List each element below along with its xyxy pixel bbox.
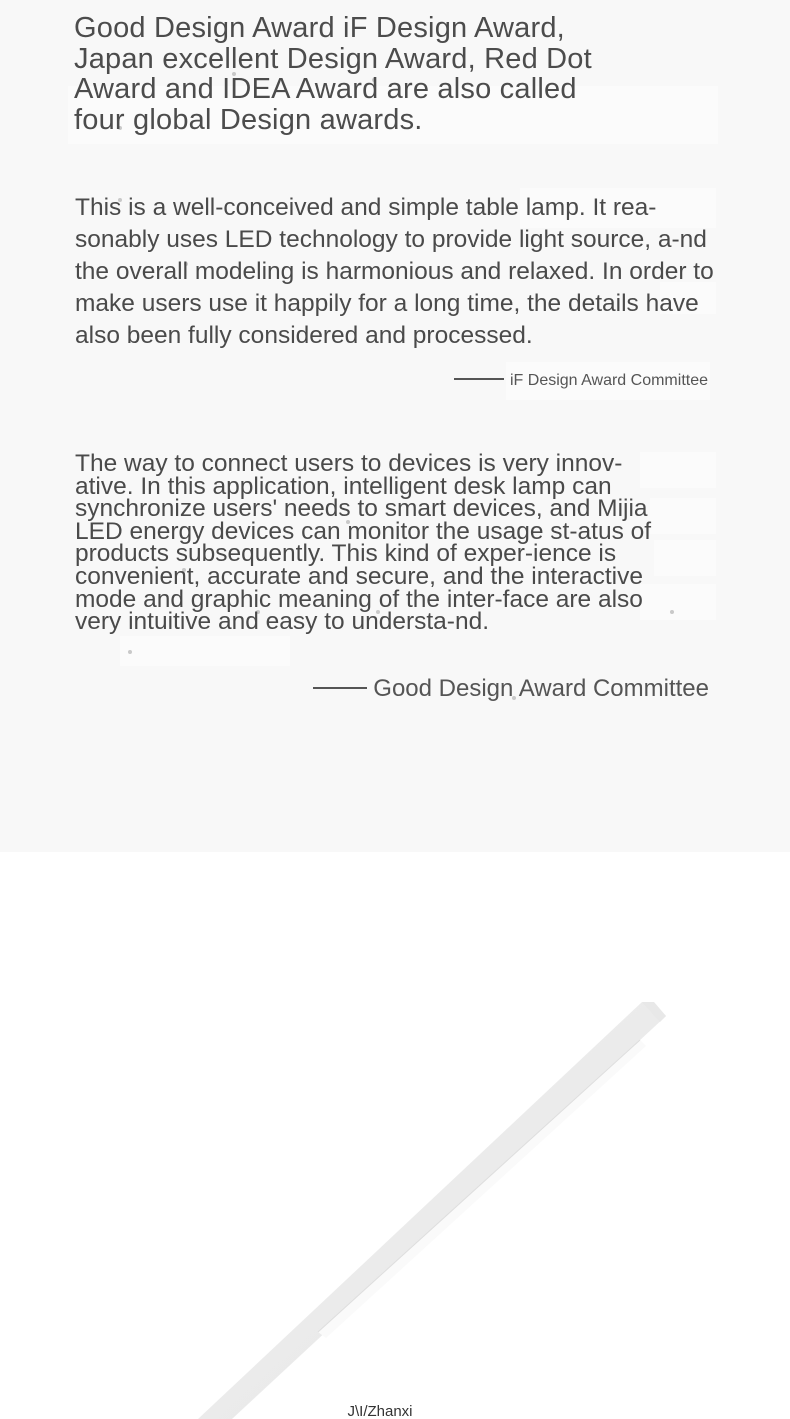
attribution-dash bbox=[454, 378, 504, 380]
good-design-quote: The way to connect users to devices is very innov-ative. In this application, intelligent desk lamp can synchronize users' needs to smart devices, and Mijia LED energy devices can monitor the usage st-atus of products subsequently. This kind of exper-ience is convenient, accurate and secure, and the interactive mode and graphic meaning of the inter-face are also very intuitive and easy to understa-nd. bbox=[75, 450, 652, 636]
lamp-light-strip-edge bbox=[318, 1040, 640, 1332]
watermark-text: J\I/Zhanxi bbox=[347, 1403, 413, 1419]
lamp-product-image bbox=[0, 852, 790, 1419]
desk-lamp-illustration bbox=[0, 852, 790, 1419]
if-award-quote: This is a well-conceived and simple table lamp. It rea-sonably uses LED technology to provide light source, a-nd the overall modeling is harmonious and relaxed. In order to make users use it happily for a long time, the details have also been fully considered and processed. bbox=[75, 194, 714, 349]
awards-intro-text: Good Design Award iF Design Award, Japan excellent Design Award, Red Dot Award and IDEA Award are also called four global Design awards. bbox=[74, 12, 592, 136]
if-award-attribution-name: iF Design Award Committee bbox=[510, 372, 708, 389]
text-highlight-block bbox=[120, 636, 290, 666]
lamp-light-strip bbox=[318, 1040, 646, 1338]
attribution-dash bbox=[313, 687, 367, 689]
dust-speck bbox=[128, 650, 132, 654]
if-award-attribution bbox=[454, 372, 708, 390]
good-design-attribution-name: Good Design Award Committee bbox=[373, 675, 709, 702]
lamp-arm bbox=[198, 1002, 666, 1419]
good-design-attribution bbox=[313, 675, 709, 703]
